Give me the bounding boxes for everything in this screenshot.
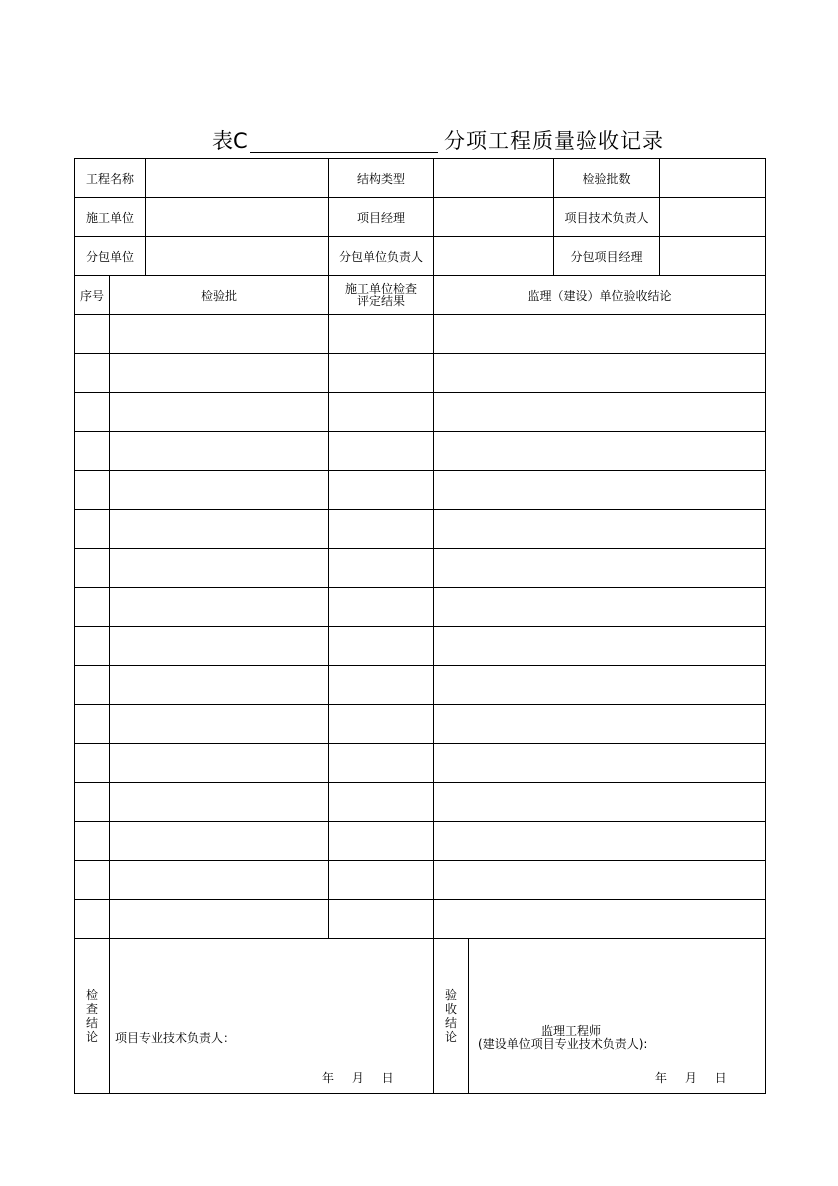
technical-lead-value[interactable]	[660, 198, 766, 237]
table-row	[75, 354, 766, 393]
result-header-line1: 施工单位检查	[345, 282, 418, 296]
result-cell[interactable]	[329, 432, 434, 471]
subcontractor-value[interactable]	[146, 237, 329, 276]
acceptance-signature-area[interactable]	[469, 939, 766, 1094]
conclusion-cell[interactable]	[434, 471, 766, 510]
batch-cell[interactable]	[110, 471, 329, 510]
seq-cell[interactable]	[75, 432, 110, 471]
vertical-char: 检	[85, 988, 98, 1002]
result-cell[interactable]	[329, 471, 434, 510]
conclusion-cell[interactable]	[434, 432, 766, 471]
seq-cell[interactable]	[75, 510, 110, 549]
conclusion-cell[interactable]	[434, 315, 766, 354]
result-cell[interactable]	[329, 315, 434, 354]
subcontractor-lead-value[interactable]	[434, 237, 554, 276]
table-row	[75, 705, 766, 744]
construction-unit-value[interactable]	[146, 198, 329, 237]
form-title	[0, 124, 838, 158]
conclusion-cell[interactable]	[434, 510, 766, 549]
subcontractor-label: 分包单位	[75, 237, 146, 276]
project-manager-label: 项目经理	[329, 198, 434, 237]
batch-header: 检验批	[110, 276, 329, 315]
subcontract-manager-label: 分包项目经理	[554, 237, 660, 276]
seq-header: 序号	[75, 276, 110, 315]
vertical-char: 查	[85, 1002, 98, 1016]
acceptance-date-label: 年 月 日	[655, 1071, 727, 1085]
inspection-conclusion-vertical-label	[75, 939, 110, 1094]
conclusion-cell[interactable]	[434, 783, 766, 822]
result-cell[interactable]	[329, 861, 434, 900]
header-row-2	[75, 198, 766, 237]
batch-cell[interactable]	[110, 783, 329, 822]
table-row	[75, 471, 766, 510]
seq-cell[interactable]	[75, 588, 110, 627]
table-row	[75, 549, 766, 588]
conclusion-cell[interactable]	[434, 393, 766, 432]
conclusion-cell[interactable]	[434, 666, 766, 705]
seq-cell[interactable]	[75, 783, 110, 822]
seq-cell[interactable]	[75, 861, 110, 900]
result-cell[interactable]	[329, 393, 434, 432]
seq-cell[interactable]	[75, 744, 110, 783]
vertical-char: 论	[445, 1030, 458, 1044]
table-row	[75, 393, 766, 432]
inspection-date-label: 年 月 日	[322, 1071, 394, 1085]
acceptance-conclusion-vertical-label	[434, 939, 469, 1094]
seq-cell[interactable]	[75, 354, 110, 393]
vertical-char: 收	[445, 1002, 458, 1016]
structure-type-label: 结构类型	[329, 159, 434, 198]
table-row	[75, 510, 766, 549]
conclusion-cell[interactable]	[434, 822, 766, 861]
project-name-label: 工程名称	[75, 159, 146, 198]
owner-lead-signature-label: (建设单位项目专业技术负责人):	[478, 1037, 648, 1051]
conclusion-cell[interactable]	[434, 861, 766, 900]
conclusion-cell[interactable]	[434, 549, 766, 588]
batch-cell[interactable]	[110, 588, 329, 627]
conclusion-cell[interactable]	[434, 588, 766, 627]
seq-cell[interactable]	[75, 666, 110, 705]
batch-cell[interactable]	[110, 861, 329, 900]
table-row	[75, 822, 766, 861]
table-row	[75, 432, 766, 471]
conclusion-cell[interactable]	[434, 627, 766, 666]
header-row-3	[75, 237, 766, 276]
table-row	[75, 861, 766, 900]
result-header-line2: 评定结果	[357, 294, 406, 308]
result-cell[interactable]	[329, 822, 434, 861]
title-suffix: 分项工程质量验收记录	[444, 129, 664, 153]
batch-cell[interactable]	[110, 627, 329, 666]
table-row	[75, 900, 766, 939]
footer-row	[75, 939, 766, 1094]
table-row	[75, 666, 766, 705]
conclusion-cell[interactable]	[434, 705, 766, 744]
vertical-char: 结	[445, 1016, 458, 1030]
seq-cell[interactable]	[75, 627, 110, 666]
batch-cell[interactable]	[110, 744, 329, 783]
inspection-record-table	[74, 158, 766, 1094]
result-cell[interactable]	[329, 549, 434, 588]
result-cell[interactable]	[329, 900, 434, 939]
result-cell[interactable]	[329, 666, 434, 705]
title-prefix: 表C	[212, 129, 248, 153]
vertical-char: 结	[85, 1016, 98, 1030]
result-cell[interactable]	[329, 783, 434, 822]
seq-cell[interactable]	[75, 705, 110, 744]
title-blank-line[interactable]	[250, 152, 438, 153]
conclusion-cell[interactable]	[434, 744, 766, 783]
table-row	[75, 627, 766, 666]
batch-cell[interactable]	[110, 510, 329, 549]
batch-cell[interactable]	[110, 432, 329, 471]
batch-cell[interactable]	[110, 315, 329, 354]
project-manager-value[interactable]	[434, 198, 554, 237]
batch-cell[interactable]	[110, 666, 329, 705]
result-cell[interactable]	[329, 588, 434, 627]
seq-cell[interactable]	[75, 549, 110, 588]
supervisor-signature-label: 监理工程师	[541, 1024, 602, 1038]
blank-rows	[75, 315, 766, 939]
vertical-char: 验	[445, 988, 458, 1002]
structure-type-value[interactable]	[434, 159, 554, 198]
column-header-row	[75, 276, 766, 315]
table-row	[75, 744, 766, 783]
conclusion-header: 监理（建设）单位验收结论	[434, 276, 766, 315]
seq-cell[interactable]	[75, 471, 110, 510]
batch-cell[interactable]	[110, 705, 329, 744]
construction-unit-label: 施工单位	[75, 198, 146, 237]
result-cell[interactable]	[329, 627, 434, 666]
footer-section	[75, 939, 766, 1094]
subcontractor-lead-label: 分包单位负责人	[329, 237, 434, 276]
result-cell[interactable]	[329, 705, 434, 744]
batch-cell[interactable]	[110, 354, 329, 393]
seq-cell[interactable]	[75, 900, 110, 939]
result-header	[329, 276, 434, 315]
batch-count-label: 检验批数	[554, 159, 660, 198]
table-row	[75, 315, 766, 354]
seq-cell[interactable]	[75, 822, 110, 861]
technical-lead-label: 项目技术负责人	[554, 198, 660, 237]
batch-cell[interactable]	[110, 549, 329, 588]
conclusion-cell[interactable]	[434, 900, 766, 939]
result-cell[interactable]	[329, 510, 434, 549]
seq-cell[interactable]	[75, 393, 110, 432]
batch-count-value[interactable]	[660, 159, 766, 198]
result-cell[interactable]	[329, 744, 434, 783]
batch-cell[interactable]	[110, 393, 329, 432]
header-row-1	[75, 159, 766, 198]
subcontract-manager-value[interactable]	[660, 237, 766, 276]
batch-cell[interactable]	[110, 822, 329, 861]
vertical-char: 论	[85, 1030, 98, 1044]
batch-cell[interactable]	[110, 900, 329, 939]
inspection-signature-area[interactable]	[110, 939, 434, 1094]
result-cell[interactable]	[329, 354, 434, 393]
table-row	[75, 588, 766, 627]
table-row	[75, 783, 766, 822]
seq-cell[interactable]	[75, 315, 110, 354]
conclusion-cell[interactable]	[434, 354, 766, 393]
project-name-value[interactable]	[146, 159, 329, 198]
technical-lead-signature-label: 项目专业技术负责人：	[115, 1031, 236, 1045]
